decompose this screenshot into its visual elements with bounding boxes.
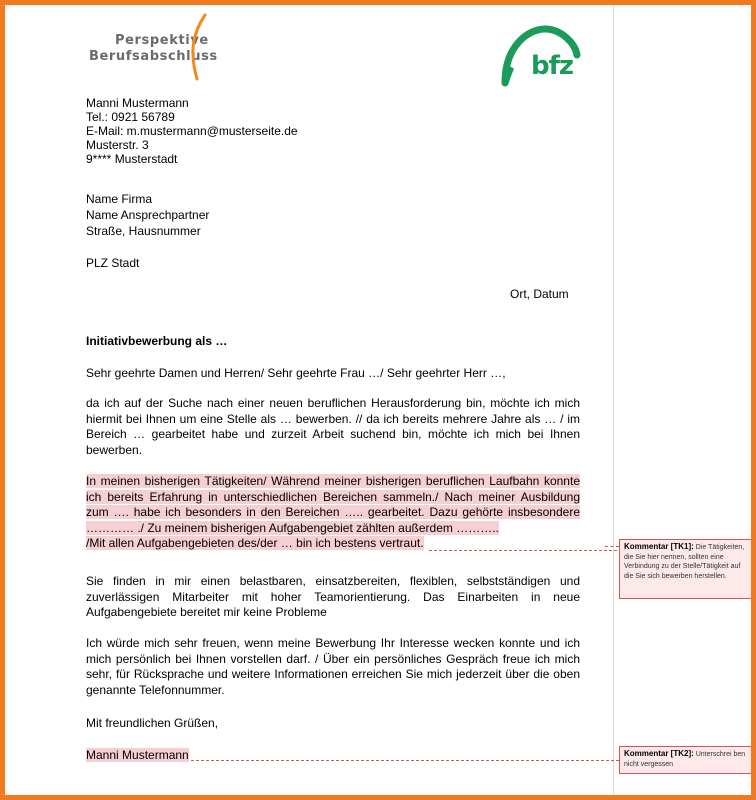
place-date: Ort, Datum [510, 287, 569, 301]
recipient-city: PLZ Stadt [86, 256, 140, 270]
logo-line1: Perspektive [115, 33, 209, 48]
bfz-logo [499, 25, 583, 87]
signature-highlight: Manni Mustermann [86, 748, 189, 762]
comment-connector [191, 760, 619, 761]
highlight-line: ………… ./ Zu meinem bisherigen Aufgabengebiet zählten außerdem ……….. [86, 520, 499, 535]
sender-name: Manni Mustermann [86, 96, 189, 110]
comment-text: Unterschrei ben nicht vergessen [624, 751, 746, 768]
recipient-street: Straße, Hausnummer [86, 224, 201, 238]
comment-label: Kommentar [TK2]: [624, 749, 694, 758]
comment-balloon-tk2[interactable] [619, 746, 753, 774]
markup-pane-divider [613, 5, 614, 800]
highlight-line: In meinen bisherigen Tätigkeiten/ Während meiner bisherigen beruflichen Laufbahn konnte [86, 474, 580, 488]
paragraph-qualities: Sie finden in mir einen belastbaren, einsatzbereiten, flexiblen, selbstständigen und zuverlässigen Mitarbeiter mit hoher Teamorientierung. Das Einarbeiten in neue Aufgabengebiete bereitet mir keine Probleme [86, 574, 580, 619]
salutation: Sehr geehrte Damen und Herren/ Sehr geehrte Frau …/ Sehr geehrter Herr …, [86, 366, 506, 380]
signature-name [86, 748, 189, 763]
comment-connector [605, 546, 619, 547]
comment-balloon-tk1[interactable] [619, 539, 753, 599]
perspektive-logo [89, 33, 219, 83]
closing-phrase: Mit freundlichen Grüßen, [86, 716, 219, 730]
sender-city: 9**** Musterstadt [86, 152, 178, 166]
comment-text: Die Tätigkeiten, die Sie hier nennen, sollten eine Verbindung zu der Stelle/Tätigkeit auf die Sie sich bewerben herstellen. [624, 544, 745, 580]
flame-swoosh-icon [185, 13, 209, 83]
logo-line2: Berufsabschluss [89, 49, 218, 64]
sender-street: Musterstr. 3 [86, 138, 149, 152]
paragraph-closing: Ich würde mich sehr freuen, wenn meine Bewerbung Ihr Interesse wecken konnte und ich mich persönlich bei Ihnen vorstellen darf. / Über ein persönliches Gespräch freue ich mich sehr, für Rücksprache und weitere Informationen erreichen Sie mich jederzeit über die oben genannte Telefonnummer. [86, 636, 580, 697]
comment-label: Kommentar [TK1]: [624, 542, 694, 551]
sender-email: E-Mail: m.mustermann@musterseite.de [86, 124, 298, 138]
recipient-contact: Name Ansprechpartner [86, 208, 210, 222]
paragraph-intro: da ich auf der Suche nach einer neuen beruflichen Herausforderung bin, möchte ich mich hiermit bei Ihnen um eine Stelle als … bewerben. // da ich bereits mehrere Jahre als … / im Bereich … gearbeitet habe und zurzeit Arbeit suchend bin, möchte ich mich bei Ihnen bewerben. [86, 396, 580, 457]
bfz-text: bfz [531, 51, 574, 81]
highlight-line: zum …. habe ich besonders in den Bereichen ….. gearbeitet. Dazu gehörte insbesondere [86, 505, 580, 519]
comment-connector [429, 550, 617, 551]
highlight-line: ich bereits Erfahrung in unterschiedlichen Bereichen sammeln./ Nach meiner Ausbildung [86, 489, 580, 504]
paragraph-experience [86, 474, 580, 552]
highlight-line: /Mit allen Aufgabengebieten des/der … bin ich bestens vertraut. [86, 536, 424, 550]
recipient-company: Name Firma [86, 192, 153, 206]
sender-tel: Tel.: 0921 56789 [86, 110, 175, 124]
subject-line: Initiativbewerbung als … [86, 334, 228, 348]
